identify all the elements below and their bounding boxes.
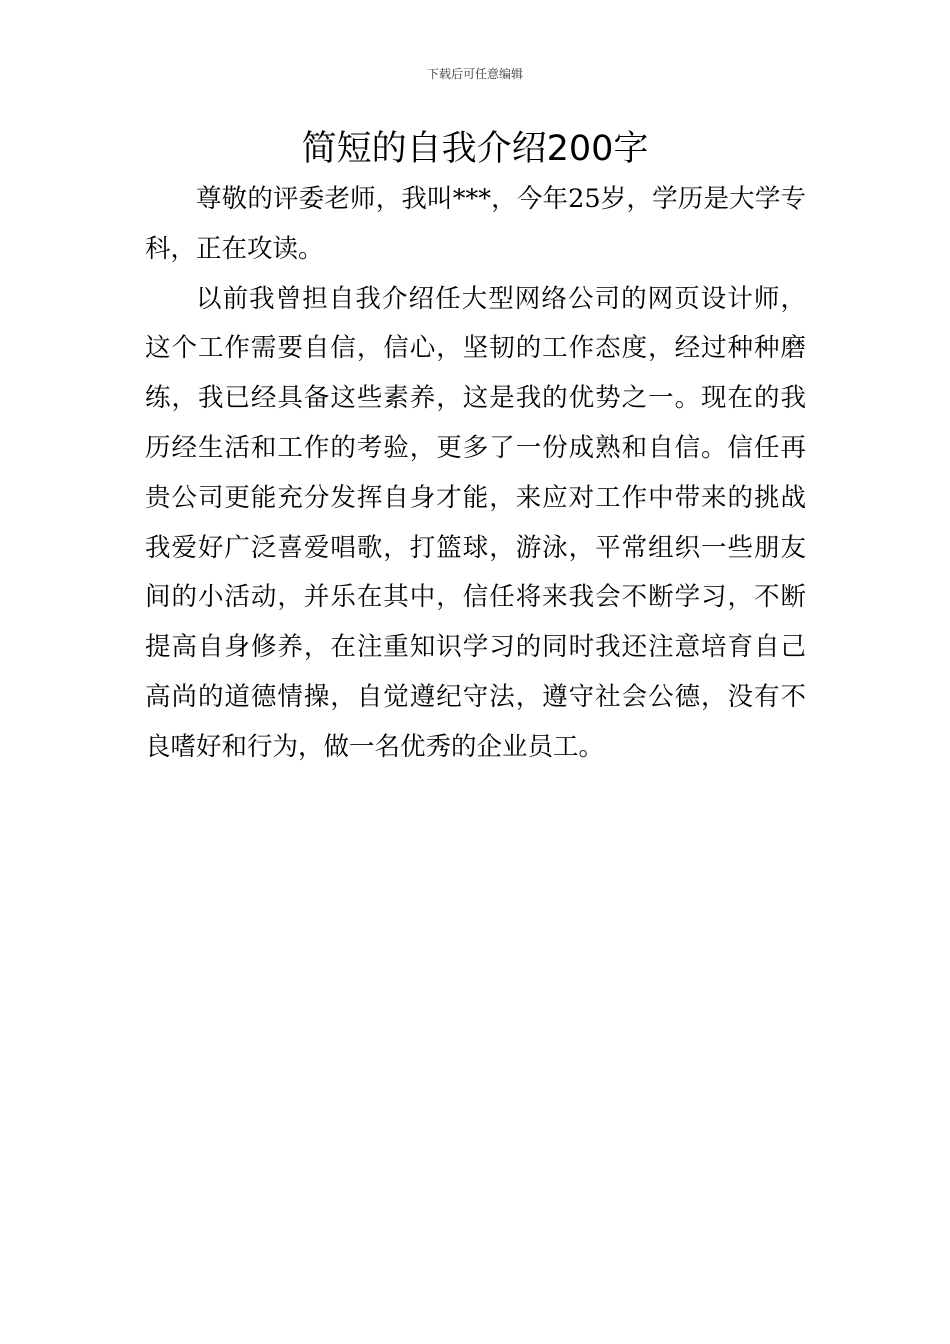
paragraph-experience: 以前我曾担自我介绍任大型网络公司的网页设计师，这个工作需要自信，信心，坚韧的工作态度，经过种种磨练，我已经具备这些素养，这是我的优势之一。现在的我历经生活和工作的考验，更多了一份成熟和自信。信任再贵公司更能充分发挥自身才能，来应对工作中带来的挑战我爱好广泛喜爱唱歌，打篮球，游泳，平常组织一些朋友间的小活动，并乐在其中，信任将来我会不断学习，不断提高自身修养，在注重知识学习的同时我还注意培育自己高尚的道德情操，自觉遵纪守法，遵守社会公德，没有不良嗜好和行为，做一名优秀的企业员工。: [145, 283, 806, 762]
header-note: 下载后可任意编辑: [426, 67, 523, 81]
document-title: 简短的自我介绍200字: [301, 129, 649, 169]
paragraph-intro: 尊敬的评委老师，我叫***，今年25岁，学历是大学专科，正在攻读。: [145, 184, 806, 264]
document-body: [145, 175, 806, 773]
